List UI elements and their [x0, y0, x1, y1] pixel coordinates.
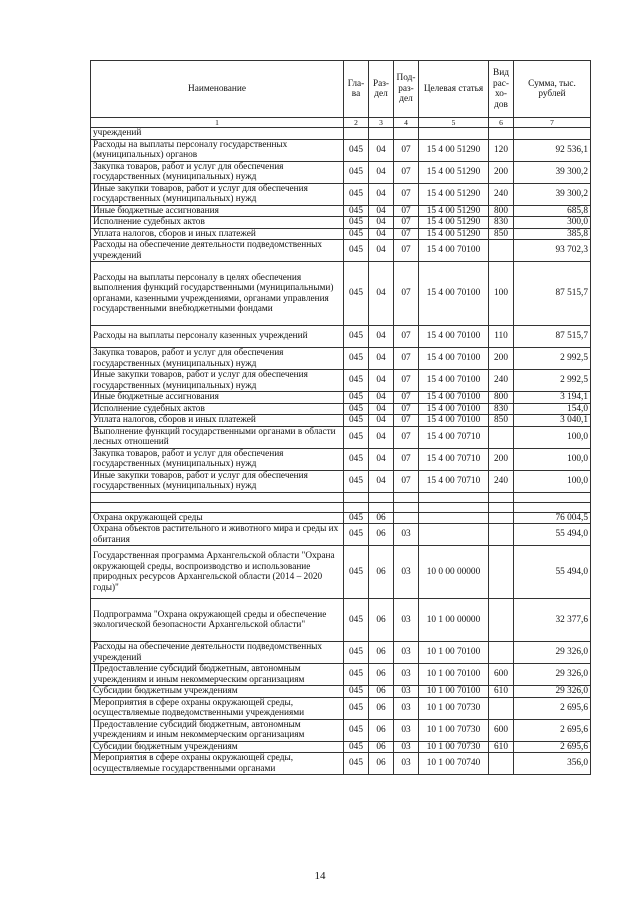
table-row — [91, 205, 591, 217]
table-row — [91, 403, 591, 415]
table-row — [91, 415, 591, 427]
row-podrazdel: 07 — [394, 139, 419, 161]
row-glava: 045 — [344, 139, 369, 161]
table-row — [91, 512, 591, 524]
row-podrazdel: 03 — [394, 697, 419, 719]
row-sum: 87 515,7 — [514, 326, 591, 348]
table-row — [91, 183, 591, 205]
row-statya: 15 4 00 70100 — [419, 392, 489, 404]
row-glava: 045 — [344, 205, 369, 217]
row-statya: 10 1 00 70100 — [419, 664, 489, 686]
header-statya: Целевая статья — [419, 61, 489, 118]
column-number: 1 — [91, 118, 344, 128]
row-statya — [419, 128, 489, 140]
row-podrazdel: 03 — [394, 686, 419, 698]
row-vid: 200 — [489, 348, 514, 370]
row-podrazdel: 03 — [394, 642, 419, 664]
header-row — [91, 61, 591, 118]
row-glava: 045 — [344, 546, 369, 599]
row-vid — [489, 240, 514, 262]
row-razdel: 04 — [369, 426, 394, 448]
row-podrazdel: 03 — [394, 664, 419, 686]
row-podrazdel: 07 — [394, 228, 419, 240]
row-razdel: 06 — [369, 524, 394, 546]
row-statya: 10 1 00 70730 — [419, 741, 489, 753]
row-sum: 55 494,0 — [514, 546, 591, 599]
table-row — [91, 426, 591, 448]
row-sum: 39 300,2 — [514, 183, 591, 205]
table-row — [91, 753, 591, 775]
row-sum: 356,0 — [514, 753, 591, 775]
row-sum: 2 695,6 — [514, 697, 591, 719]
column-number: 6 — [489, 118, 514, 128]
row-statya: 15 4 00 51290 — [419, 161, 489, 183]
row-name: Выполнение функций государственными органами в области лесных отношений — [91, 426, 344, 448]
row-statya: 15 4 00 70100 — [419, 240, 489, 262]
table-row — [91, 741, 591, 753]
row-sum: 300,0 — [514, 217, 591, 229]
row-statya: 10 1 00 70730 — [419, 719, 489, 741]
table-row — [91, 502, 591, 512]
table-row — [91, 546, 591, 599]
table-row — [91, 139, 591, 161]
row-razdel: 04 — [369, 370, 394, 392]
row-glava: 045 — [344, 642, 369, 664]
table-row — [91, 370, 591, 392]
row-glava: 045 — [344, 370, 369, 392]
row-razdel: 04 — [369, 228, 394, 240]
row-glava: 045 — [344, 426, 369, 448]
row-podrazdel: 03 — [394, 753, 419, 775]
row-name: Уплата налогов, сборов и иных платежей — [91, 228, 344, 240]
row-vid — [489, 546, 514, 599]
header-vid: Вид рас-хо-дов — [489, 61, 514, 118]
row-name: Исполнение судебных актов — [91, 403, 344, 415]
row-razdel: 06 — [369, 719, 394, 741]
column-number: 5 — [419, 118, 489, 128]
table-row — [91, 217, 591, 229]
table-row — [91, 392, 591, 404]
row-name: Иные бюджетные ассигнования — [91, 205, 344, 217]
row-glava: 045 — [344, 697, 369, 719]
header-podrazdel: Под-раз-дел — [394, 61, 419, 118]
row-name: Предоставление субсидий бюджетным, автономным учреждениям и иным некоммерческим организациям — [91, 664, 344, 686]
row-razdel: 04 — [369, 183, 394, 205]
header-glava: Гла-ва — [344, 61, 369, 118]
row-razdel: 04 — [369, 161, 394, 183]
row-podrazdel: 07 — [394, 448, 419, 470]
row-sum — [514, 492, 591, 502]
row-vid — [489, 524, 514, 546]
page-number: 14 — [314, 870, 326, 882]
row-statya: 15 4 00 51290 — [419, 228, 489, 240]
row-sum: 100,0 — [514, 470, 591, 492]
row-sum: 685,8 — [514, 205, 591, 217]
row-name — [91, 502, 344, 512]
row-name: Государственная программа Архангельской области "Охрана окружающей среды, воспроизводство и использование природных ресурсов Архангельской области (2014 – 2020 годы)" — [91, 546, 344, 599]
row-razdel: 06 — [369, 664, 394, 686]
table-row — [91, 470, 591, 492]
row-glava: 045 — [344, 415, 369, 427]
row-glava — [344, 128, 369, 140]
row-glava: 045 — [344, 183, 369, 205]
row-statya: 15 4 00 51290 — [419, 217, 489, 229]
row-statya — [419, 512, 489, 524]
row-vid — [489, 502, 514, 512]
row-glava: 045 — [344, 448, 369, 470]
row-podrazdel: 07 — [394, 240, 419, 262]
row-podrazdel: 07 — [394, 403, 419, 415]
row-razdel: 04 — [369, 217, 394, 229]
row-name: Иные закупки товаров, работ и услуг для обеспечения государственных (муниципальных) нужд — [91, 470, 344, 492]
row-statya: 15 4 00 70100 — [419, 262, 489, 326]
row-statya — [419, 492, 489, 502]
table-row — [91, 686, 591, 698]
row-name: Уплата налогов, сборов и иных платежей — [91, 415, 344, 427]
row-podrazdel: 07 — [394, 470, 419, 492]
row-name: Расходы на выплаты персоналу государственных (муниципальных) органов — [91, 139, 344, 161]
row-vid: 800 — [489, 392, 514, 404]
row-glava: 045 — [344, 599, 369, 642]
table-row — [91, 240, 591, 262]
row-podrazdel: 07 — [394, 262, 419, 326]
row-sum: 29 326,0 — [514, 642, 591, 664]
row-sum: 3 194,1 — [514, 392, 591, 404]
row-statya — [419, 502, 489, 512]
row-podrazdel: 03 — [394, 599, 419, 642]
column-number-row — [91, 118, 591, 128]
table-row — [91, 348, 591, 370]
table-row — [91, 262, 591, 326]
row-sum: 87 515,7 — [514, 262, 591, 326]
row-vid: 200 — [489, 161, 514, 183]
row-sum: 29 326,0 — [514, 664, 591, 686]
table-row — [91, 492, 591, 502]
row-razdel: 06 — [369, 686, 394, 698]
row-sum: 2 992,5 — [514, 348, 591, 370]
row-statya: 10 1 00 00000 — [419, 599, 489, 642]
row-sum: 32 377,6 — [514, 599, 591, 642]
row-sum: 92 536,1 — [514, 139, 591, 161]
row-podrazdel: 07 — [394, 348, 419, 370]
row-glava: 045 — [344, 470, 369, 492]
table-row — [91, 448, 591, 470]
row-sum: 2 695,6 — [514, 719, 591, 741]
header-summa: Сумма, тыс. рублей — [514, 61, 591, 118]
row-name: Охрана объектов растительного и животного мира и среды их обитания — [91, 524, 344, 546]
row-podrazdel: 07 — [394, 161, 419, 183]
row-razdel: 06 — [369, 753, 394, 775]
row-podrazdel: 07 — [394, 217, 419, 229]
row-glava: 045 — [344, 403, 369, 415]
row-glava: 045 — [344, 719, 369, 741]
column-number: 4 — [394, 118, 419, 128]
row-statya: 15 4 00 70710 — [419, 426, 489, 448]
row-razdel — [369, 492, 394, 502]
row-vid: 610 — [489, 686, 514, 698]
row-razdel: 04 — [369, 326, 394, 348]
row-podrazdel — [394, 492, 419, 502]
row-razdel: 04 — [369, 403, 394, 415]
row-podrazdel: 03 — [394, 741, 419, 753]
table-body — [91, 128, 591, 775]
row-name: Закупка товаров, работ и услуг для обеспечения государственных (муниципальных) нужд — [91, 161, 344, 183]
row-razdel: 06 — [369, 642, 394, 664]
row-name: Исполнение судебных актов — [91, 217, 344, 229]
row-sum: 76 004,5 — [514, 512, 591, 524]
row-name: Расходы на выплаты персоналу казенных учреждений — [91, 326, 344, 348]
row-sum — [514, 502, 591, 512]
row-razdel: 04 — [369, 262, 394, 326]
row-vid — [489, 697, 514, 719]
row-glava: 045 — [344, 217, 369, 229]
row-razdel — [369, 128, 394, 140]
row-glava: 045 — [344, 512, 369, 524]
row-name: Иные закупки товаров, работ и услуг для обеспечения государственных (муниципальных) нужд — [91, 183, 344, 205]
table-row — [91, 664, 591, 686]
table-row — [91, 228, 591, 240]
row-statya: 15 4 00 70100 — [419, 403, 489, 415]
row-glava: 045 — [344, 161, 369, 183]
row-vid: 240 — [489, 470, 514, 492]
header-razdel: Раз-дел — [369, 61, 394, 118]
column-number: 3 — [369, 118, 394, 128]
row-glava — [344, 502, 369, 512]
row-vid: 110 — [489, 326, 514, 348]
column-number: 7 — [514, 118, 591, 128]
row-razdel: 04 — [369, 415, 394, 427]
row-razdel: 04 — [369, 392, 394, 404]
row-glava: 045 — [344, 228, 369, 240]
column-number: 2 — [344, 118, 369, 128]
row-glava: 045 — [344, 392, 369, 404]
row-glava: 045 — [344, 348, 369, 370]
row-name: учреждений — [91, 128, 344, 140]
row-razdel — [369, 502, 394, 512]
row-name: Охрана окружающей среды — [91, 512, 344, 524]
row-razdel: 06 — [369, 546, 394, 599]
row-podrazdel: 07 — [394, 426, 419, 448]
row-vid: 830 — [489, 217, 514, 229]
table-row — [91, 697, 591, 719]
row-statya: 15 4 00 70100 — [419, 348, 489, 370]
row-vid: 610 — [489, 741, 514, 753]
row-name: Иные закупки товаров, работ и услуг для обеспечения государственных (муниципальных) нужд — [91, 370, 344, 392]
row-statya: 15 4 00 70100 — [419, 370, 489, 392]
row-sum — [514, 128, 591, 140]
row-vid: 830 — [489, 403, 514, 415]
row-glava — [344, 492, 369, 502]
row-glava: 045 — [344, 326, 369, 348]
row-vid: 600 — [489, 664, 514, 686]
row-statya: 15 4 00 70710 — [419, 470, 489, 492]
row-vid — [489, 599, 514, 642]
row-statya: 10 1 00 70740 — [419, 753, 489, 775]
row-name: Расходы на выплаты персоналу в целях обеспечения выполнения функций государственными (муниципальными) органами, казенными учреждениями, органами управления государственными внебюджетными фондами — [91, 262, 344, 326]
row-statya: 15 4 00 70100 — [419, 415, 489, 427]
row-sum: 385,8 — [514, 228, 591, 240]
row-name: Мероприятия в сфере охраны окружающей среды, осуществляемые подведомственными учреждениями — [91, 697, 344, 719]
row-vid: 800 — [489, 205, 514, 217]
table-row — [91, 161, 591, 183]
row-podrazdel: 07 — [394, 205, 419, 217]
row-vid — [489, 512, 514, 524]
row-sum: 154,0 — [514, 403, 591, 415]
row-vid: 850 — [489, 415, 514, 427]
row-razdel: 04 — [369, 205, 394, 217]
row-razdel: 06 — [369, 512, 394, 524]
row-sum: 93 702,3 — [514, 240, 591, 262]
row-podrazdel: 03 — [394, 546, 419, 599]
row-razdel: 04 — [369, 470, 394, 492]
row-name: Предоставление субсидий бюджетным, автономным учреждениям и иным некоммерческим организациям — [91, 719, 344, 741]
row-name — [91, 492, 344, 502]
row-vid: 850 — [489, 228, 514, 240]
row-name: Расходы на обеспечение деятельности подведомственных учреждений — [91, 642, 344, 664]
row-podrazdel — [394, 512, 419, 524]
table-row — [91, 719, 591, 741]
row-razdel: 06 — [369, 697, 394, 719]
table-row — [91, 642, 591, 664]
row-vid: 100 — [489, 262, 514, 326]
row-statya: 15 4 00 70100 — [419, 326, 489, 348]
row-sum: 3 040,1 — [514, 415, 591, 427]
row-vid — [489, 492, 514, 502]
row-podrazdel: 03 — [394, 524, 419, 546]
row-razdel: 06 — [369, 741, 394, 753]
row-name: Субсидии бюджетным учреждениям — [91, 741, 344, 753]
row-glava: 045 — [344, 262, 369, 326]
row-statya: 15 4 00 51290 — [419, 139, 489, 161]
table-row — [91, 326, 591, 348]
row-podrazdel: 03 — [394, 719, 419, 741]
row-statya: 10 1 00 70730 — [419, 697, 489, 719]
row-podrazdel: 07 — [394, 370, 419, 392]
row-statya: 10 0 00 00000 — [419, 546, 489, 599]
row-vid: 600 — [489, 719, 514, 741]
row-sum: 39 300,2 — [514, 161, 591, 183]
header-name: Наименование — [91, 61, 344, 118]
row-glava: 045 — [344, 753, 369, 775]
row-glava: 045 — [344, 240, 369, 262]
row-vid — [489, 128, 514, 140]
row-podrazdel: 07 — [394, 415, 419, 427]
row-name: Закупка товаров, работ и услуг для обеспечения государственных (муниципальных) нужд — [91, 348, 344, 370]
row-statya: 15 4 00 51290 — [419, 183, 489, 205]
row-glava: 045 — [344, 664, 369, 686]
row-name: Расходы на обеспечение деятельности подведомственных учреждений — [91, 240, 344, 262]
row-name: Мероприятия в сфере охраны окружающей среды, осуществляемые государственными органами — [91, 753, 344, 775]
row-name: Субсидии бюджетным учреждениям — [91, 686, 344, 698]
row-glava: 045 — [344, 524, 369, 546]
row-podrazdel: 07 — [394, 392, 419, 404]
row-razdel: 06 — [369, 599, 394, 642]
row-glava: 045 — [344, 741, 369, 753]
row-vid: 120 — [489, 139, 514, 161]
table-row — [91, 524, 591, 546]
row-razdel: 04 — [369, 448, 394, 470]
row-vid: 240 — [489, 370, 514, 392]
row-statya: 10 1 00 70100 — [419, 642, 489, 664]
row-podrazdel — [394, 128, 419, 140]
row-razdel: 04 — [369, 240, 394, 262]
row-sum: 29 326,0 — [514, 686, 591, 698]
row-sum: 100,0 — [514, 426, 591, 448]
row-statya — [419, 524, 489, 546]
row-name: Закупка товаров, работ и услуг для обеспечения государственных (муниципальных) нужд — [91, 448, 344, 470]
row-podrazdel — [394, 502, 419, 512]
row-vid: 200 — [489, 448, 514, 470]
row-razdel: 04 — [369, 348, 394, 370]
row-vid: 240 — [489, 183, 514, 205]
row-razdel: 04 — [369, 139, 394, 161]
row-name: Иные бюджетные ассигнования — [91, 392, 344, 404]
row-podrazdel: 07 — [394, 183, 419, 205]
row-sum: 55 494,0 — [514, 524, 591, 546]
row-sum: 2 992,5 — [514, 370, 591, 392]
row-glava: 045 — [344, 686, 369, 698]
row-vid — [489, 642, 514, 664]
row-sum: 2 695,6 — [514, 741, 591, 753]
table-row — [91, 599, 591, 642]
row-statya: 10 1 00 70100 — [419, 686, 489, 698]
row-vid — [489, 753, 514, 775]
budget-table — [90, 60, 591, 775]
row-statya: 15 4 00 51290 — [419, 205, 489, 217]
table-row — [91, 128, 591, 140]
row-sum: 100,0 — [514, 448, 591, 470]
row-vid — [489, 426, 514, 448]
row-podrazdel: 07 — [394, 326, 419, 348]
row-statya: 15 4 00 70710 — [419, 448, 489, 470]
row-name: Подпрограмма "Охрана окружающей среды и обеспечение экологической безопасности Архангельской области" — [91, 599, 344, 642]
